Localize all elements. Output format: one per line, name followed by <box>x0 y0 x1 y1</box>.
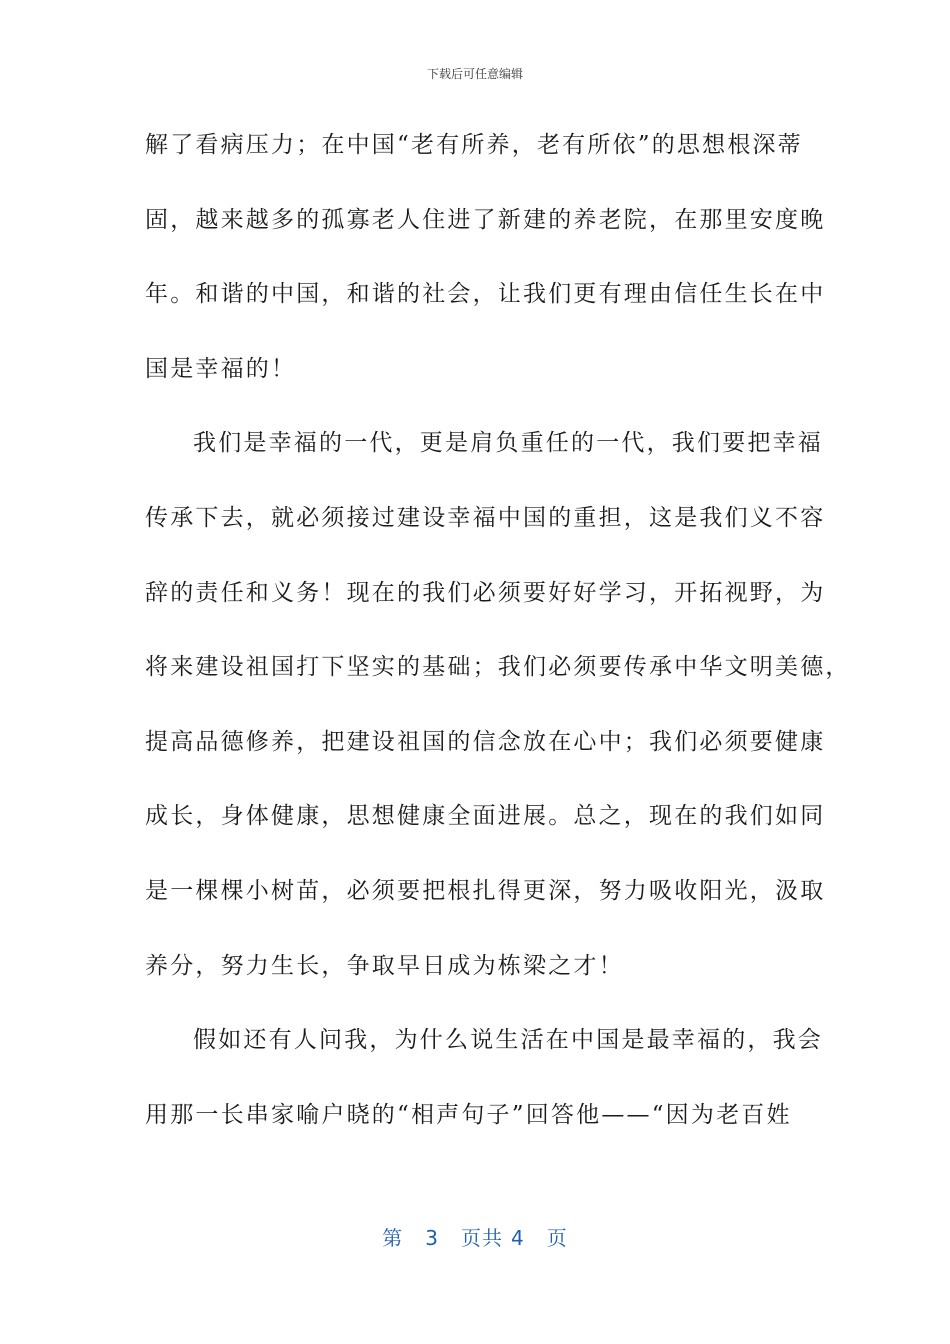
text-line: 固，越来越多的孤寡老人住进了新建的养老院，在那里安度晚 <box>145 206 826 233</box>
text-line: 提高品德修养，把建设祖国的信念放在心中；我们必须要健康 <box>145 728 826 755</box>
page-header-note: 下载后可任意编辑 <box>426 67 523 81</box>
footer-suffix: 页 <box>546 1226 568 1250</box>
page-number-footer <box>0 1225 950 1251</box>
current-page-number: 3 <box>425 1226 439 1250</box>
footer-prefix: 第 <box>382 1226 404 1250</box>
document-body <box>145 120 851 1164</box>
text-line: 国是幸福的！ <box>145 355 297 382</box>
footer-middle: 页共 <box>461 1226 503 1250</box>
text-line: 养分，努力生长，争取早日成为栋梁之才！ <box>145 952 624 979</box>
text-line: 用那一长串家喻户晓的“相声句子”回答他——“因为老百姓 <box>145 1101 792 1128</box>
paragraph-start-line: 假如还有人问我，为什么说生活在中国是最幸福的，我会 <box>193 1027 823 1054</box>
text-line: 辞的责任和义务！现在的我们必须要好好学习，开拓视野，为 <box>145 579 826 606</box>
text-line: 是一棵棵小树苗，必须要把根扎得更深，努力吸收阳光，汲取 <box>145 877 826 904</box>
text-line: 解了看病压力；在中国“老有所养，老有所依”的思想根深蒂 <box>145 132 803 158</box>
total-pages-number: 4 <box>511 1226 525 1250</box>
paragraph-start-line: 我们是幸福的一代，更是肩负重任的一代，我们要把幸福 <box>193 430 823 457</box>
text-line: 传承下去，就必须接过建设幸福中国的重担，这是我们义不容 <box>145 504 826 531</box>
text-line: 成长，身体健康，思想健康全面进展。总之，现在的我们如同 <box>145 803 826 830</box>
text-line: 将来建设祖国打下坚实的基础；我们必须要传承中华文明美德， <box>145 654 851 681</box>
text-line: 年。和谐的中国，和谐的社会，让我们更有理由信任生长在中 <box>145 281 826 308</box>
